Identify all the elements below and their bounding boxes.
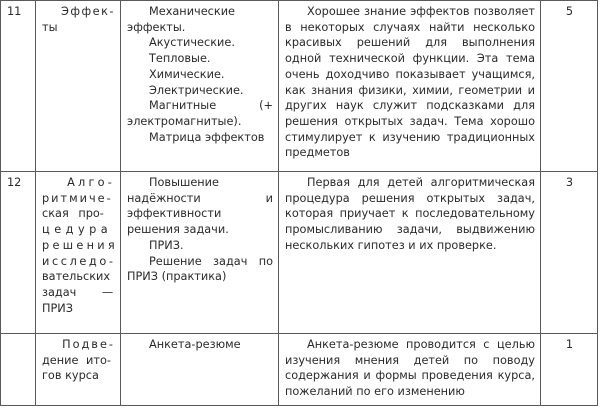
topic-line: задач — bbox=[42, 285, 114, 299]
topic-cell bbox=[36, 172, 121, 334]
topic-line: ты bbox=[42, 20, 58, 34]
table-row bbox=[1, 172, 598, 334]
description-cell bbox=[279, 334, 541, 406]
topic-line: Алго- bbox=[67, 176, 115, 189]
topic-line: Эффек- bbox=[60, 5, 115, 18]
topic-line: ритмиче- bbox=[42, 191, 113, 205]
hours-cell: 1 bbox=[541, 334, 598, 406]
description-text: Хорошее знание эффектов позволяет в некоторых случаях найти несколько красивых решений для выполнения одной технической функции. Эта тема очень доходчиво показывает учащимся, как знания физики, химии, геометрии и других наук служит подсказками для решения открытых задач. Тема хорошо стимулирует к изучению традиционных предметов bbox=[285, 5, 535, 160]
topic-line: дение ито- bbox=[42, 353, 111, 367]
table-row bbox=[1, 1, 598, 172]
hours-cell: 3 bbox=[541, 172, 598, 334]
content-item: Решение задач по ПРИЗ (практика) bbox=[127, 254, 273, 284]
content-item: Электрические. bbox=[149, 83, 244, 97]
content-item: Тепловые. bbox=[149, 52, 211, 66]
topic-line: решения bbox=[42, 238, 119, 252]
description-cell bbox=[279, 172, 541, 334]
row-number: 12 bbox=[1, 172, 36, 334]
content-cell bbox=[121, 1, 279, 172]
content-item: Механические эффекты. bbox=[127, 5, 235, 34]
description-text: Первая для детей алгоритмическая процедура решения открытых задач, которая приучает к последовательному промысливанию задачи, выдвижению нескольких гипотез и их проверке. bbox=[285, 176, 535, 252]
content-item: Магнитные (+ электромагнитые). bbox=[127, 99, 273, 128]
row-number bbox=[1, 334, 36, 406]
topic-line: ПРИЗ bbox=[42, 301, 74, 315]
content-cell bbox=[121, 172, 279, 334]
content-item: Химические. bbox=[149, 67, 225, 81]
content-item: Повышение надёжности и эффективности решения задачи. bbox=[127, 176, 273, 237]
table-row bbox=[1, 334, 598, 406]
row-number: 11 bbox=[1, 1, 36, 172]
content-item: Матрица эффектов bbox=[149, 130, 265, 144]
hours-cell: 5 bbox=[541, 1, 598, 172]
topic-line: цедура bbox=[42, 223, 113, 237]
topic-cell bbox=[36, 1, 121, 172]
description-cell bbox=[279, 1, 541, 172]
topic-line: ская про- bbox=[42, 207, 104, 221]
topic-line: исследо- bbox=[42, 254, 116, 268]
content-item: Акустические. bbox=[149, 36, 235, 50]
topic-line: вательских bbox=[42, 270, 111, 284]
content-item: ПРИЗ. bbox=[149, 238, 184, 252]
content-cell bbox=[121, 334, 279, 406]
topic-line: Подве- bbox=[62, 338, 115, 351]
topic-line: гов курса bbox=[42, 369, 99, 383]
content-item: Анкета-резюме bbox=[149, 338, 241, 351]
topic-cell bbox=[36, 334, 121, 406]
description-text: Анкета-резюме проводится с целью изучения мнения детей по поводу содержания и формы проведения курса, пожеланий по его изменению bbox=[285, 338, 535, 399]
